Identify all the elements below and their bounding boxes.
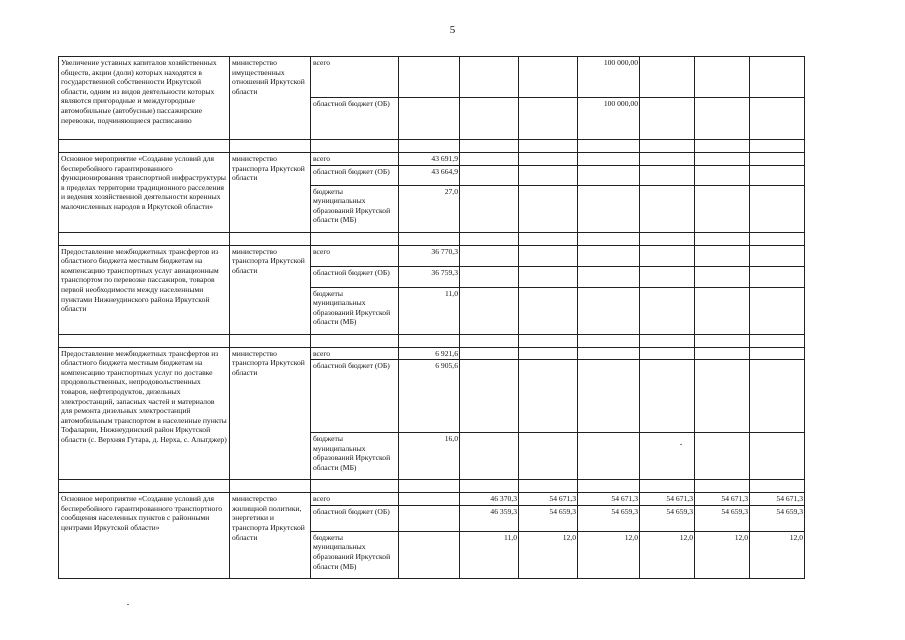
value-cell [460,185,519,232]
value-cell [640,266,695,287]
value-cell: 46 359,3 [460,505,519,531]
executor-cell: министерство транспорта Иркутской области [230,153,311,233]
scan-speck [680,444,682,445]
spacer-row [59,334,805,347]
value-cell [750,347,805,360]
value-cell [578,153,640,166]
value-cell: 54 671,3 [695,493,750,506]
value-cell [519,98,578,140]
value-cell [750,287,805,334]
spacer-row [59,232,805,245]
page-number: 5 [449,24,456,36]
value-cell [640,57,695,98]
value-cell: 11,0 [399,287,460,334]
value-cell [519,165,578,185]
value-cell [750,433,805,480]
value-cell [399,98,460,140]
value-cell [750,153,805,166]
value-cell: 100 000,00 [578,57,640,98]
value-cell [460,347,519,360]
value-cell [460,57,519,98]
spacer-row [59,140,805,153]
table-row [59,57,805,98]
value-cell [640,245,695,266]
executor-cell: министерство жилищной политики, энергетики и транспорта Иркутской области [230,493,311,579]
value-cell [695,185,750,232]
value-cell: 54 671,3 [750,493,805,506]
value-cell: 54 659,3 [750,505,805,531]
scan-speck [127,604,129,605]
value-cell: 6 905,6 [399,360,460,433]
value-cell [460,433,519,480]
executor-cell: министерство имущественных отношений Иркутской области [230,57,311,140]
value-cell [578,360,640,433]
value-cell: 43 691,9 [399,153,460,166]
value-cell [519,57,578,98]
activity-cell: Основное мероприятие «Создание условий для бесперебойного гарантированного функционирования транспортной инфраструктуры в пределах территории традиционного расселения и ведения хозяйственной деятельности коренных малочисленных народов в Иркутской области» [59,153,230,233]
value-cell: 12,0 [695,531,750,578]
value-cell [578,266,640,287]
value-cell [578,287,640,334]
value-cell [695,165,750,185]
value-cell [695,153,750,166]
value-cell [695,98,750,140]
value-cell: 16,0 [399,433,460,480]
executor-cell: министерство транспорта Иркутской области [230,347,311,480]
source-cell: областной бюджет (ОБ) [311,360,399,433]
source-cell: всего [311,347,399,360]
value-cell [519,347,578,360]
activity-cell: Увеличение уставных капиталов хозяйственных обществ, акции (доли) которых находятся в государственной собственности Иркутской области, одним из видов деятельности которых являются пригородные и междугородные автомобильные (автобусные) пассажирские перевозки, подчиняющиеся расписанию [59,57,230,140]
value-cell [750,245,805,266]
value-cell: 100 000,00 [578,98,640,140]
value-cell [695,433,750,480]
value-cell: 54 671,3 [578,493,640,506]
value-cell: 54 671,3 [640,493,695,506]
value-cell: 54 659,3 [578,505,640,531]
value-cell: 43 664,9 [399,165,460,185]
value-cell [519,433,578,480]
program-funding-table [58,56,805,579]
value-cell [578,433,640,480]
source-cell: бюджеты муниципальных образований Иркутской области (МБ) [311,287,399,334]
value-cell [519,153,578,166]
value-cell [519,245,578,266]
value-cell [640,433,695,480]
source-cell: областной бюджет (ОБ) [311,266,399,287]
value-cell: 11,0 [460,531,519,578]
value-cell [460,360,519,433]
executor-cell: министерство транспорта Иркутской области [230,245,311,334]
value-cell: 54 659,3 [640,505,695,531]
value-cell: 27,0 [399,185,460,232]
value-cell [460,287,519,334]
value-cell [578,185,640,232]
value-cell [519,185,578,232]
source-cell: всего [311,57,399,98]
value-cell [750,165,805,185]
value-cell [695,347,750,360]
source-cell: всего [311,493,399,506]
value-cell [399,531,460,578]
activity-cell: Предоставление межбюджетных трансфертов из областного бюджета местным бюджетам на компенсацию транспортных услуг по доставке продовольственных, непродовольственных товаров, нефтепродуктов, дизельных электростанций, запасных частей и материалов для ремонта дизельных электростанций автомобильным транспортом в населенные пункты Тофаларии, Нижнеудинский район Иркутской области (с. Верхняя Гутара, д. Нерха, с. Алыгджер) [59,347,230,480]
source-cell: областной бюджет (ОБ) [311,505,399,531]
value-cell: 54 659,3 [519,505,578,531]
source-cell: бюджеты муниципальных образований Иркутской области (МБ) [311,531,399,578]
value-cell [460,153,519,166]
value-cell: 6 921,6 [399,347,460,360]
value-cell [750,360,805,433]
value-cell [640,287,695,334]
value-cell [460,98,519,140]
value-cell [640,360,695,433]
value-cell [640,165,695,185]
value-cell: 12,0 [640,531,695,578]
table-row [59,245,805,266]
value-cell [750,98,805,140]
value-cell [640,98,695,140]
value-cell [640,185,695,232]
value-cell: 36 770,3 [399,245,460,266]
source-cell: бюджеты муниципальных образований Иркутской области (МБ) [311,185,399,232]
value-cell [640,347,695,360]
value-cell: 12,0 [750,531,805,578]
activity-cell: Основное мероприятие «Создание условий для бесперебойного гарантированного транспортного сообщения населенных пунктов с районными центрами Иркутской области» [59,493,230,579]
activity-cell: Предоставление межбюджетных трансфертов из областного бюджета местным бюджетам на компенсацию транспортных услуг авиационным транспортом по перевозке пассажиров, товаров первой необходимости между населенными пунктами Нижнеудинского района Иркутской области [59,245,230,334]
value-cell [578,245,640,266]
value-cell: 12,0 [578,531,640,578]
value-cell: 54 671,3 [519,493,578,506]
value-cell [519,287,578,334]
table-row [59,493,805,506]
source-cell: областной бюджет (ОБ) [311,165,399,185]
spacer-row [59,480,805,493]
value-cell [399,493,460,506]
value-cell: 54 659,3 [695,505,750,531]
source-cell: областной бюджет (ОБ) [311,98,399,140]
value-cell [695,245,750,266]
value-cell [519,360,578,433]
table-row [59,347,805,360]
source-cell: всего [311,153,399,166]
value-cell [695,360,750,433]
value-cell: 46 370,3 [460,493,519,506]
value-cell [750,266,805,287]
value-cell [640,153,695,166]
table-row [59,153,805,166]
value-cell [519,266,578,287]
value-cell [695,287,750,334]
value-cell: 12,0 [519,531,578,578]
value-cell [460,266,519,287]
value-cell [578,165,640,185]
value-cell [750,57,805,98]
value-cell [399,505,460,531]
value-cell [695,266,750,287]
value-cell [460,245,519,266]
value-cell [578,347,640,360]
source-cell: бюджеты муниципальных образований Иркутской области (МБ) [311,433,399,480]
value-cell [750,185,805,232]
source-cell: всего [311,245,399,266]
value-cell: 36 759,3 [399,266,460,287]
value-cell [460,165,519,185]
value-cell [695,57,750,98]
value-cell [399,57,460,98]
